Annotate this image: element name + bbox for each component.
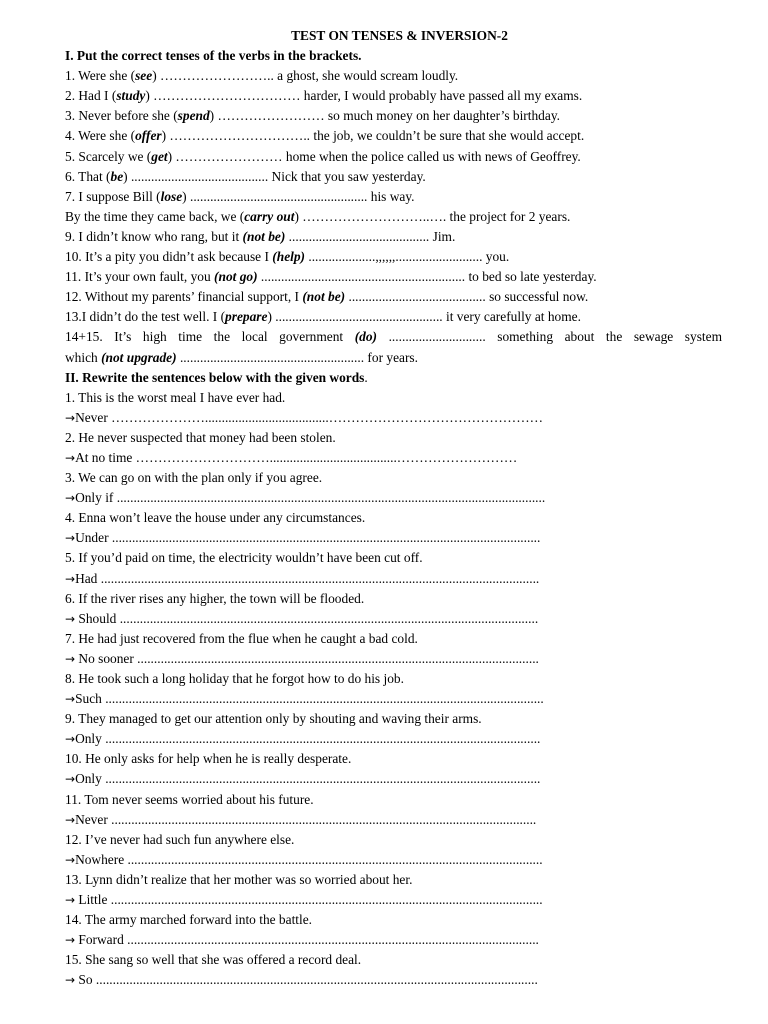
verb-hint: (not be) — [302, 289, 346, 305]
answer-line — [65, 689, 722, 709]
rewrite-sentence: 15. She sang so well that she was offered a record deal. — [65, 952, 362, 968]
exercise-item: 3. Never before she (spend) …………………… so much money on her daughter’s birthday. — [65, 108, 560, 124]
answer-prompt: Only if ................................................................................................................................ — [75, 490, 546, 506]
verb-hint: study — [116, 88, 146, 104]
answer-prompt: Forward ........................................................................................................................... — [75, 932, 539, 948]
arrow-right-icon: → — [65, 410, 76, 425]
rewrite-sentence: 5. If you’d paid on time, the electricity wouldn’t have been cut off. — [65, 550, 423, 566]
rewrite-sentence: 10. He only asks for help when he is really desperate. — [65, 751, 352, 767]
rewrite-sentence: 12. I’ve never had such fun anywhere else. — [65, 831, 295, 847]
verb-hint: (not upgrade) — [101, 349, 177, 365]
verb-hint: get — [151, 148, 168, 164]
answer-line — [65, 729, 722, 749]
exercise-item: 4. Were she (offer) ………………………….. the job, we couldn’t be sure that she would accept. — [65, 128, 585, 144]
answer-line — [65, 649, 722, 669]
rewrite-sentence: 7. He had just recovered from the flue when he caught a bad cold. — [65, 630, 418, 646]
answer-prompt: No sooner ........................................................................................................................ — [75, 650, 539, 666]
answer-line — [65, 810, 722, 830]
exercise-item: 2. Had I (study) …………………………… harder, I would probably have passed all my exams. — [65, 88, 583, 104]
page-title: TEST ON TENSES & INVERSION-2 — [291, 28, 508, 43]
answer-line — [65, 528, 722, 548]
verb-hint: offer — [135, 128, 162, 144]
answer-prompt: Had ................................................................................................................................... — [75, 570, 540, 586]
rewrite-sentence: 2. He never suspected that money had been stolen. — [65, 429, 336, 445]
arrow-right-icon: → — [65, 571, 76, 586]
arrow-right-icon: → — [65, 531, 76, 546]
rewrite-sentence: 13. Lynn didn’t realize that her mother was so worried about her. — [65, 871, 413, 887]
answer-prompt: Only .................................................................................................................................. — [75, 731, 541, 747]
exercise-item: 7. I suppose Bill (lose) ..................................................... his way. — [65, 188, 415, 204]
answer-prompt: Should ............................................................................................................................. — [75, 610, 539, 626]
section-2-heading: II. Rewrite the sentences below with the given words. — [65, 369, 368, 385]
answer-prompt: Never ............................................................................................................................... — [75, 811, 537, 827]
answer-prompt: So .................................................................................................................................... — [75, 972, 538, 988]
answer-prompt: Only .................................................................................................................................. — [75, 771, 541, 787]
exercise-item: 9. I didn’t know who rang, but it (not be) .......................................... Jim. — [65, 228, 456, 244]
verb-hint: prepare — [225, 309, 268, 325]
exercise-item: 6. That (be) ......................................... Nick that you saw yesterday. — [65, 168, 426, 184]
section-2-items — [65, 388, 722, 991]
rewrite-sentence: 3. We can go on with the plan only if you agree. — [65, 470, 323, 486]
arrow-right-icon: → — [65, 852, 76, 867]
answer-line — [65, 970, 722, 990]
verb-hint: (do) — [354, 329, 378, 345]
rewrite-sentence: 14. The army marched forward into the battle. — [65, 912, 313, 928]
arrow-right-icon: → — [65, 772, 76, 787]
answer-line — [65, 488, 722, 508]
arrow-right-icon: → — [65, 450, 76, 465]
answer-prompt: Never ………………….....................................………………………………………… — [75, 409, 543, 425]
arrow-right-icon: → — [65, 491, 76, 506]
exercise-item: 5. Scarcely we (get) …………………… home when the police called us with news of Geoffrey. — [65, 148, 581, 164]
answer-prompt: Under ................................................................................................................................ — [75, 530, 541, 546]
rewrite-sentence: 4. Enna won’t leave the house under any circumstances. — [65, 510, 366, 526]
rewrite-sentence: 1. This is the worst meal I have ever had. — [65, 389, 286, 405]
arrow-right-icon: → — [65, 692, 76, 707]
verb-hint: (not go) — [214, 269, 258, 285]
answer-line — [65, 769, 722, 789]
rewrite-sentence: 11. Tom never seems worried about his future. — [65, 791, 314, 807]
verb-hint: (help) — [272, 249, 306, 265]
exercise-item-14: 14+15. It’s high time the local government (do) ............................. something about the sewage system — [65, 329, 722, 345]
arrow-right-icon: → — [65, 893, 76, 908]
answer-line — [65, 890, 722, 910]
exercise-item-15: which (not upgrade) ....................................................... for years. — [65, 349, 418, 365]
exercise-item: By the time they came back, we (carry out) ………………………..…. the project for 2 years. — [65, 208, 571, 224]
exercise-item: 1. Were she (see) …………………….. a ghost, she would scream loudly. — [65, 68, 459, 84]
verb-hint: be — [110, 168, 124, 184]
verb-hint: lose — [160, 188, 183, 204]
answer-prompt: Such ................................................................................................................................... — [75, 691, 544, 707]
arrow-right-icon: → — [65, 933, 76, 948]
arrow-right-icon: → — [65, 732, 76, 747]
answer-prompt: Little ................................................................................................................................. — [75, 892, 543, 908]
arrow-right-icon: → — [65, 973, 76, 988]
rewrite-sentence: 6. If the river rises any higher, the town will be flooded. — [65, 590, 365, 606]
arrow-right-icon: → — [65, 812, 76, 827]
exercise-item: 13.I didn’t do the test well. I (prepare) .................................................. it very carefully at home. — [65, 309, 581, 325]
verb-hint: (not be) — [242, 228, 286, 244]
answer-prompt: Nowhere ............................................................................................................................ — [75, 851, 543, 867]
verb-hint: carry out — [244, 208, 295, 224]
rewrite-sentence: 9. They managed to get our attention only by shouting and waving their arms. — [65, 711, 482, 727]
answer-line — [65, 930, 722, 950]
section-1-items — [65, 66, 722, 327]
answer-line — [65, 569, 722, 589]
answer-line — [65, 448, 722, 468]
arrow-right-icon: → — [65, 651, 76, 666]
answer-prompt: At no time …………………………......................................……………………… — [75, 449, 518, 465]
arrow-right-icon: → — [65, 611, 76, 626]
exercise-item: 10. It’s a pity you didn’t ask because I (help) ....................,,,,,,.......................... you. — [65, 249, 510, 265]
answer-line — [65, 408, 722, 428]
exercise-item: 12. Without my parents’ financial support, I (not be) ......................................... so successful now. — [65, 289, 589, 305]
rewrite-sentence: 8. He took such a long holiday that he forgot how to do his job. — [65, 671, 404, 686]
answer-line — [65, 850, 722, 870]
verb-hint: spend — [177, 108, 210, 124]
section-1-heading: I. Put the correct tenses of the verbs in the brackets. — [65, 48, 362, 64]
answer-line — [65, 609, 722, 629]
verb-hint: see — [135, 68, 153, 84]
exercise-item: 11. It’s your own fault, you (not go) ............................................................. to bed so late yesterday. — [65, 269, 597, 285]
